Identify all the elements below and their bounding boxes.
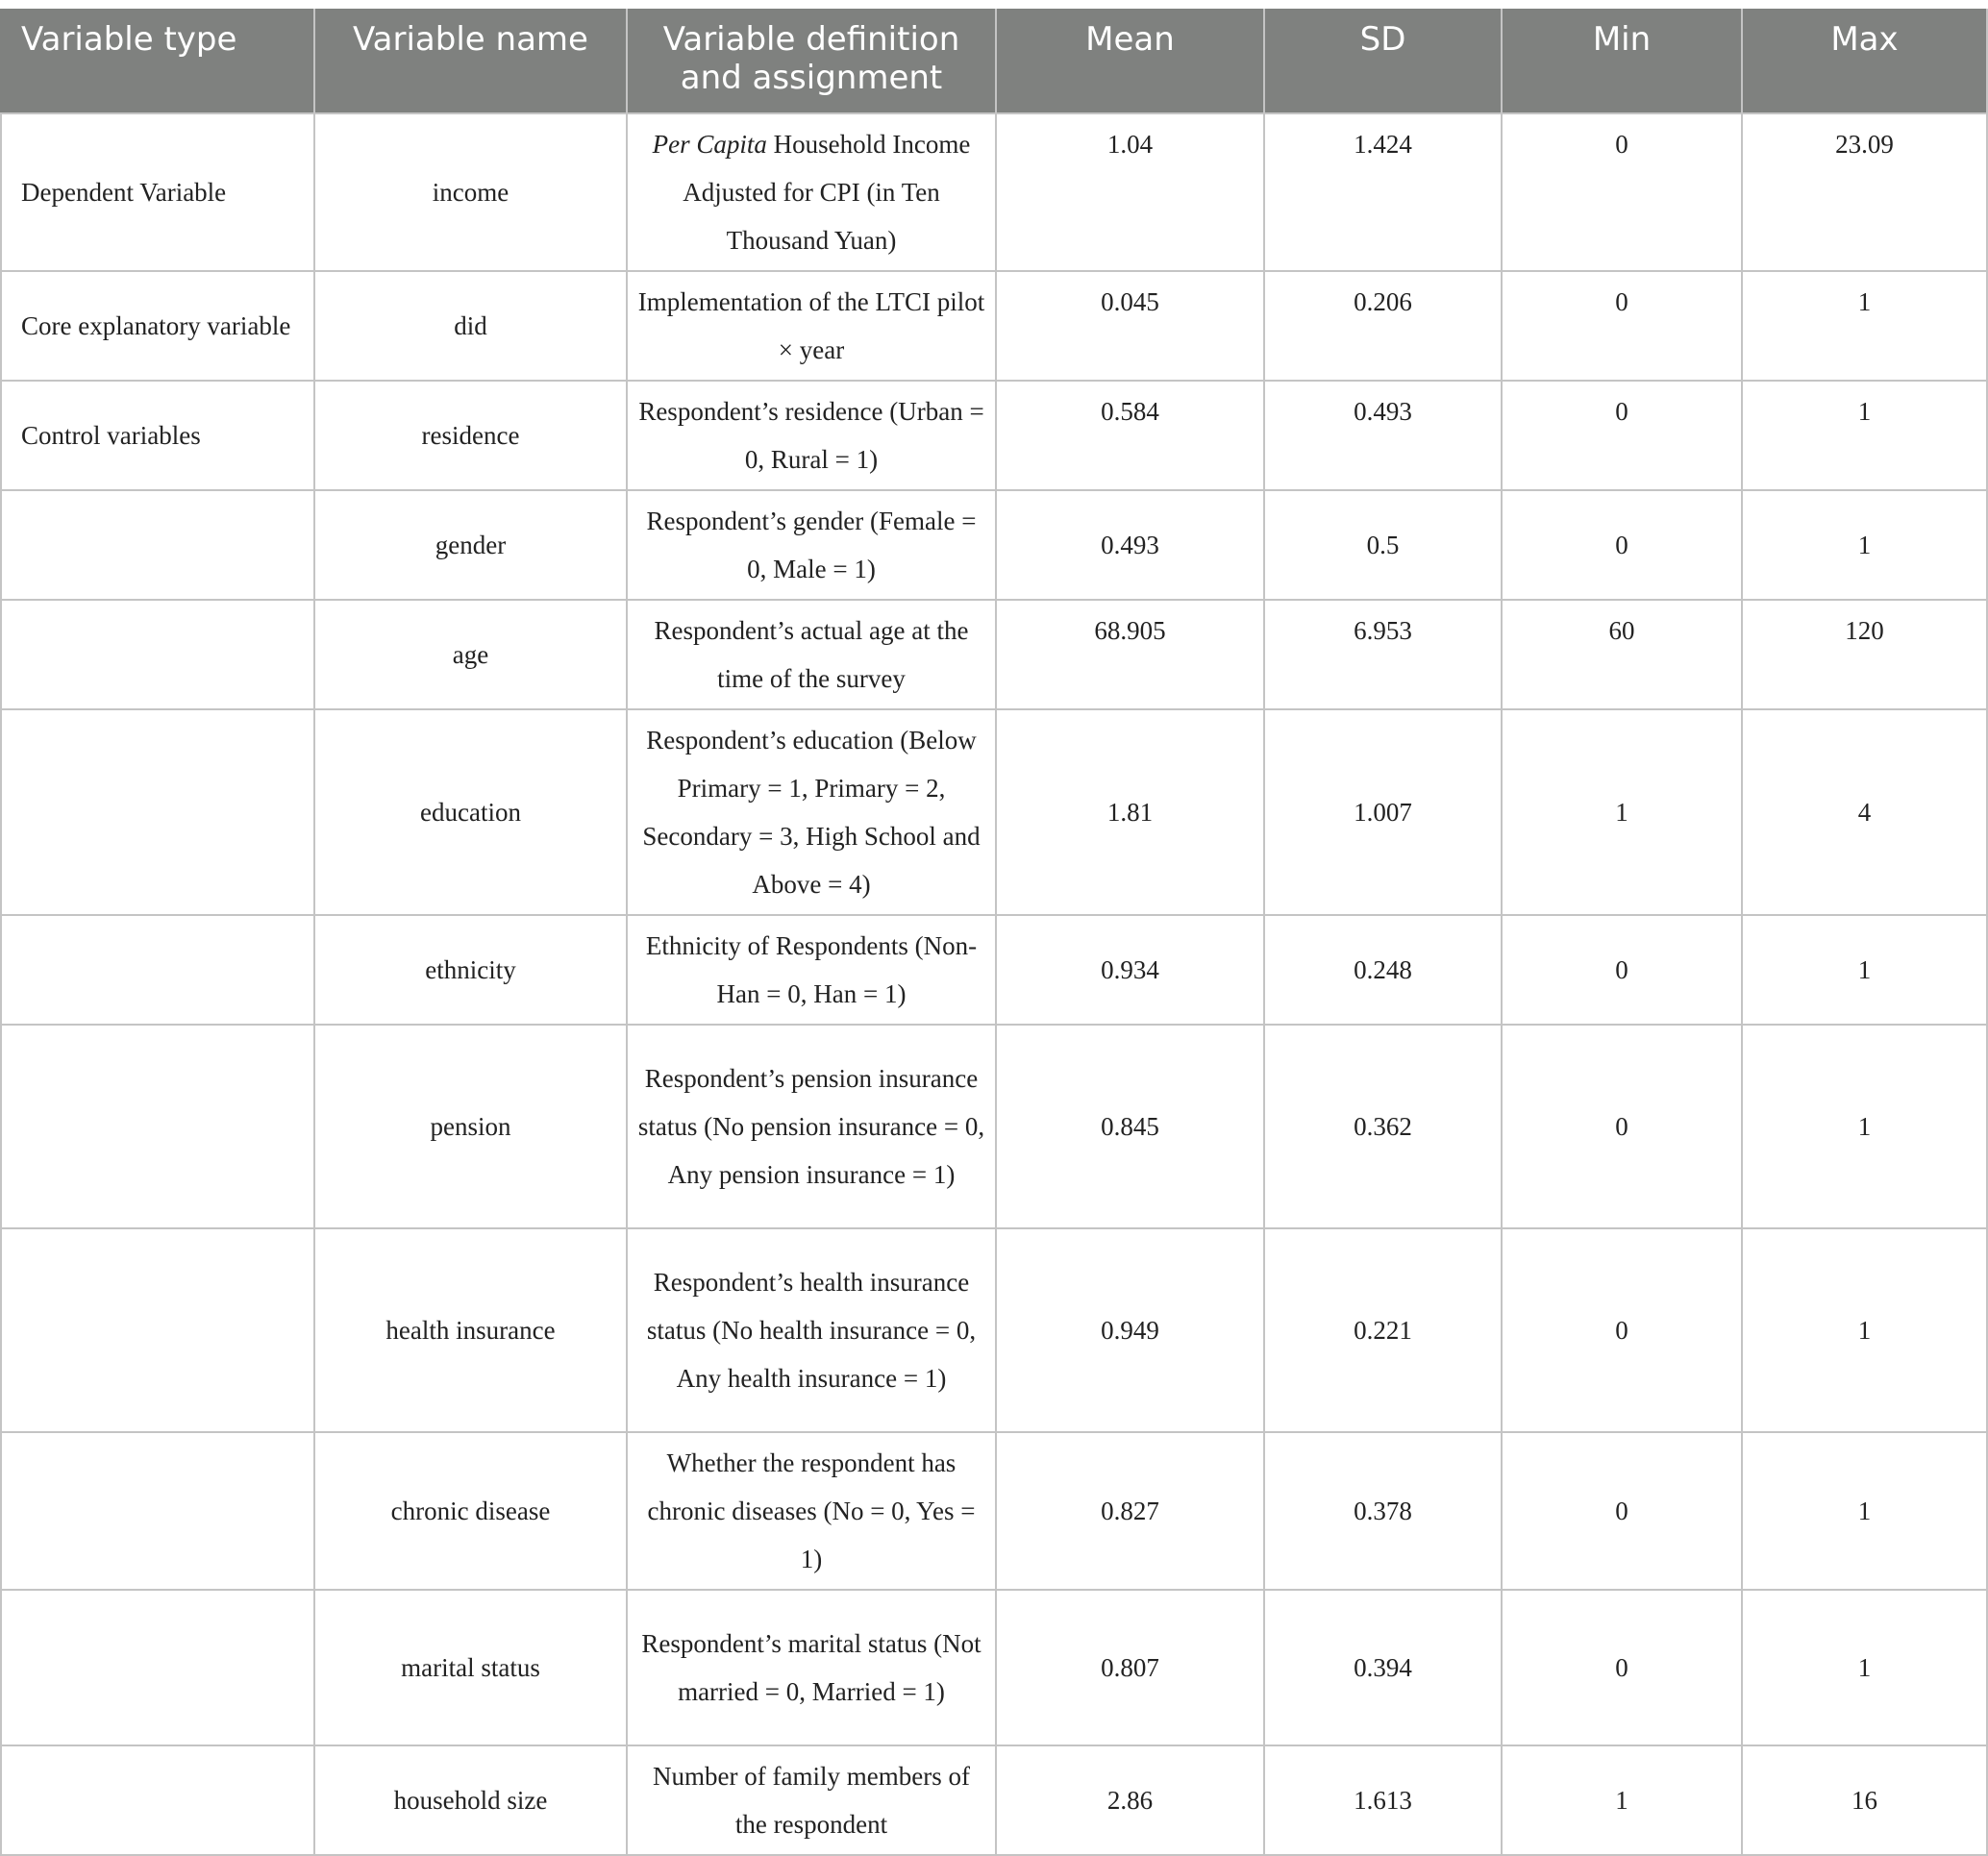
cell-sd: 0.221	[1264, 1228, 1502, 1432]
table-row	[1, 1745, 1987, 1855]
cell-mean: 0.584	[996, 381, 1264, 490]
cell-variable-name: health insurance	[314, 1228, 627, 1432]
cell-max: 1	[1742, 1590, 1987, 1745]
cell-variable-type	[1, 1025, 314, 1228]
cell-mean: 0.807	[996, 1590, 1264, 1745]
table-row	[1, 271, 1987, 381]
cell-sd: 0.378	[1264, 1432, 1502, 1590]
cell-mean: 1.81	[996, 709, 1264, 915]
cell-variable-type: Core explanatory variable	[1, 271, 314, 381]
cell-mean: 0.845	[996, 1025, 1264, 1228]
cell-variable-definition: Respondent’s education (Below Primary = 1, Primary = 2, Secondary = 3, High School and Above = 4)	[627, 709, 996, 915]
header-variable-definition: Variable definition and assignment	[627, 9, 996, 113]
table-row	[1, 915, 1987, 1025]
cell-sd: 0.394	[1264, 1590, 1502, 1745]
cell-variable-definition: Implementation of the LTCI pilot × year	[627, 271, 996, 381]
cell-sd: 0.5	[1264, 490, 1502, 600]
statistics-table	[0, 9, 1988, 1856]
cell-variable-definition: Respondent’s actual age at the time of the survey	[627, 600, 996, 709]
header-sd: SD	[1264, 9, 1502, 113]
cell-mean: 2.86	[996, 1745, 1264, 1855]
cell-mean: 0.045	[996, 271, 1264, 381]
cell-max: 23.09	[1742, 113, 1987, 271]
cell-variable-name: pension	[314, 1025, 627, 1228]
cell-sd: 1.613	[1264, 1745, 1502, 1855]
cell-variable-name: did	[314, 271, 627, 381]
cell-variable-definition: Whether the respondent has chronic diseases (No = 0, Yes = 1)	[627, 1432, 996, 1590]
cell-variable-name: household size	[314, 1745, 627, 1855]
cell-min: 0	[1502, 1432, 1742, 1590]
table-row	[1, 709, 1987, 915]
cell-mean: 0.493	[996, 490, 1264, 600]
cell-min: 0	[1502, 1590, 1742, 1745]
cell-mean: 0.949	[996, 1228, 1264, 1432]
header-mean: Mean	[996, 9, 1264, 113]
cell-sd: 0.362	[1264, 1025, 1502, 1228]
cell-mean: 0.827	[996, 1432, 1264, 1590]
cell-variable-type	[1, 1590, 314, 1745]
cell-max: 1	[1742, 915, 1987, 1025]
cell-variable-name: income	[314, 113, 627, 271]
cell-sd: 1.007	[1264, 709, 1502, 915]
definition-text: Household Income Adjusted for CPI (in Ten Thousand Yuan)	[683, 130, 971, 255]
cell-variable-name: gender	[314, 490, 627, 600]
table-row	[1, 1228, 1987, 1432]
cell-variable-type	[1, 915, 314, 1025]
cell-mean: 0.934	[996, 915, 1264, 1025]
cell-min: 0	[1502, 381, 1742, 490]
table-row	[1, 1025, 1987, 1228]
cell-variable-definition: Respondent’s marital status (Not married = 0, Married = 1)	[627, 1590, 996, 1745]
cell-variable-name: chronic disease	[314, 1432, 627, 1590]
cell-min: 0	[1502, 1228, 1742, 1432]
table-body	[1, 113, 1987, 1855]
cell-variable-name: ethnicity	[314, 915, 627, 1025]
cell-max: 1	[1742, 1228, 1987, 1432]
table-row	[1, 1432, 1987, 1590]
cell-max: 4	[1742, 709, 1987, 915]
cell-variable-name: education	[314, 709, 627, 915]
table-row	[1, 490, 1987, 600]
cell-variable-definition: Respondent’s gender (Female = 0, Male = 1)	[627, 490, 996, 600]
header-variable-name: Variable name	[314, 9, 627, 113]
cell-min: 0	[1502, 113, 1742, 271]
cell-sd: 0.493	[1264, 381, 1502, 490]
cell-sd: 0.248	[1264, 915, 1502, 1025]
cell-max: 1	[1742, 490, 1987, 600]
cell-max: 16	[1742, 1745, 1987, 1855]
cell-variable-name: marital status	[314, 1590, 627, 1745]
cell-variable-definition: Respondent’s health insurance status (No health insurance = 0, Any health insurance = 1)	[627, 1228, 996, 1432]
cell-mean: 68.905	[996, 600, 1264, 709]
cell-variable-type	[1, 1432, 314, 1590]
cell-variable-type	[1, 709, 314, 915]
cell-variable-type	[1, 1745, 314, 1855]
table-row	[1, 1590, 1987, 1745]
cell-variable-definition: Respondent’s pension insurance status (No pension insurance = 0, Any pension insurance = 1)	[627, 1025, 996, 1228]
header-row	[1, 9, 1987, 113]
table-row	[1, 113, 1987, 271]
table-header	[1, 9, 1987, 113]
cell-variable-type	[1, 490, 314, 600]
cell-variable-name: residence	[314, 381, 627, 490]
cell-variable-definition	[627, 113, 996, 271]
cell-sd: 0.206	[1264, 271, 1502, 381]
cell-sd: 6.953	[1264, 600, 1502, 709]
cell-variable-definition: Ethnicity of Respondents (Non-Han = 0, Han = 1)	[627, 915, 996, 1025]
cell-min: 0	[1502, 490, 1742, 600]
cell-variable-name: age	[314, 600, 627, 709]
cell-variable-definition: Respondent’s residence (Urban = 0, Rural = 1)	[627, 381, 996, 490]
cell-min: 60	[1502, 600, 1742, 709]
cell-variable-type: Control variables	[1, 381, 314, 490]
cell-max: 1	[1742, 271, 1987, 381]
cell-variable-type: Dependent Variable	[1, 113, 314, 271]
table-row	[1, 600, 1987, 709]
table-row	[1, 381, 1987, 490]
cell-min: 0	[1502, 915, 1742, 1025]
cell-min: 0	[1502, 1025, 1742, 1228]
header-min: Min	[1502, 9, 1742, 113]
header-max: Max	[1742, 9, 1987, 113]
cell-mean: 1.04	[996, 113, 1264, 271]
cell-max: 1	[1742, 1025, 1987, 1228]
cell-max: 1	[1742, 1432, 1987, 1590]
cell-variable-type	[1, 600, 314, 709]
cell-min: 1	[1502, 1745, 1742, 1855]
cell-variable-definition: Number of family members of the respondent	[627, 1745, 996, 1855]
cell-min: 0	[1502, 271, 1742, 381]
cell-max: 1	[1742, 381, 1987, 490]
definition-italic-text: Per Capita	[652, 130, 767, 159]
cell-sd: 1.424	[1264, 113, 1502, 271]
cell-max: 120	[1742, 600, 1987, 709]
cell-variable-type	[1, 1228, 314, 1432]
header-variable-type: Variable type	[1, 9, 314, 113]
cell-min: 1	[1502, 709, 1742, 915]
